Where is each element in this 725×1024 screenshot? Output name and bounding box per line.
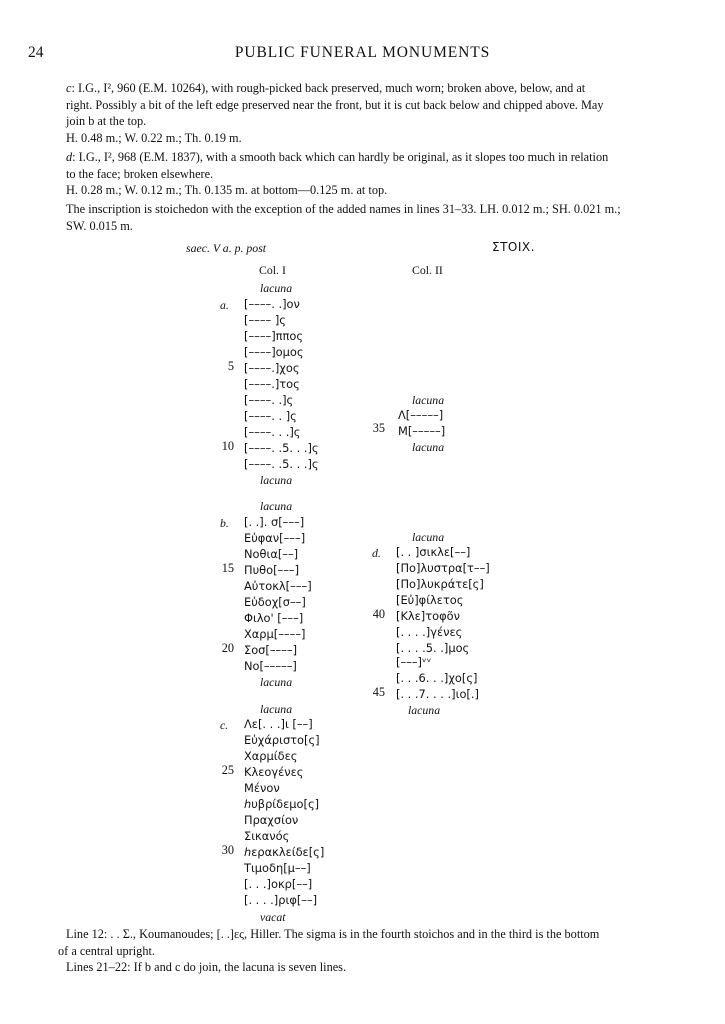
lacuna-b-top: lacuna xyxy=(260,499,293,513)
line-number-45: 45 xyxy=(372,685,385,699)
page-number: 24 xyxy=(28,44,44,61)
line-c-9: ℎερακλείδε[ς] xyxy=(244,845,325,859)
line-b-4: Πυθο[–––] xyxy=(244,563,300,577)
line-b-2: Εὐφαν[–––] xyxy=(244,531,306,545)
fragment-b-mark: b. xyxy=(220,516,229,530)
line-c-7: Πραχσίον xyxy=(244,813,299,827)
line-number-5: 5 xyxy=(227,359,234,373)
line-a-2: [–––– ]ς xyxy=(244,313,286,327)
line-c-2: Εὐχάριστο[ς] xyxy=(244,733,320,747)
line-d-7: [. . . .5. .]μος xyxy=(396,641,470,655)
line-d-8: [–––]ᵛᵛ xyxy=(396,655,432,669)
line-b-3: Νοθια[––] xyxy=(244,547,299,561)
fragment-c-label: c xyxy=(66,81,72,95)
lacuna-d-top: lacuna xyxy=(412,530,445,544)
line-a-9: [––––. . .]ς xyxy=(244,425,301,439)
stoich-label: ΣΤΟΙΧ. xyxy=(492,240,535,254)
line-b-10: Νο[–––––] xyxy=(244,659,297,673)
apparatus-notes xyxy=(58,926,678,976)
fragment-c-line-2: right. Possibly a bit of the left edge preserved near the front, but it is cut back below and chipped above. May xyxy=(66,97,604,112)
line-a-6: [––––.]τος xyxy=(244,377,300,391)
line-d-10: [. . .7. . . .]ιο[.] xyxy=(396,687,479,701)
lacuna-c-top: lacuna xyxy=(260,702,293,716)
line-c-10: Τιμοδη[μ––] xyxy=(244,861,311,875)
line-a-7: [––––. .]ς xyxy=(244,393,294,407)
inscription-date: saec. V a. p. post xyxy=(186,241,267,255)
fragment-c-line-1: c: I.G., I², 960 (E.M. 10264), with rough-picked back preserved, much worn; broken above, below, and at xyxy=(66,81,586,95)
line-col2-34: Λ[–––––] xyxy=(398,408,444,422)
line-c-3: Χαρμίδες xyxy=(244,749,298,763)
fragment-d-line-2: to the face; broken elsewhere. xyxy=(66,166,214,181)
fragment-d-label: d xyxy=(66,150,73,164)
fragment-d-mark: d. xyxy=(372,546,381,560)
line-d-1: [. . ]σικλε[––] xyxy=(396,545,471,559)
line-number-20: 20 xyxy=(221,641,234,655)
fragment-d-dimensions: H. 0.28 m.; W. 0.12 m.; Th. 0.135 m. at bottom—0.125 m. at top. xyxy=(66,183,388,198)
line-a-4: [––––]ομος xyxy=(244,345,304,359)
fragment-d-line-1: d: I.G., I², 968 (E.M. 1837), with a smooth back which can hardly be original, as it slopes too much in relation xyxy=(66,150,609,164)
line-b-8: Χαρμ[––––] xyxy=(244,627,306,641)
line-c-1: Λε[. . .]ι [––] xyxy=(244,717,313,731)
line-a-5: [––––.]χος xyxy=(244,361,300,375)
line-c-4: Κλεογένες xyxy=(244,765,304,779)
lacuna-d-bottom: lacuna xyxy=(408,703,441,717)
line-d-9: [. . .6. . .]χο[ς] xyxy=(396,671,478,685)
lacuna-col2-top: lacuna xyxy=(412,393,445,407)
line-number-10: 10 xyxy=(221,439,234,453)
line-b-9: Σοσ[––––] xyxy=(244,643,298,657)
fragment-c-line-3: join b at the top. xyxy=(66,114,147,129)
line-col2-35: Μ[–––––] xyxy=(398,424,446,438)
note-line-12-continued: of a central upright. xyxy=(58,943,155,958)
line-c-5: Μένον xyxy=(244,781,280,795)
line-d-3: [Πο]λυκράτε[ς] xyxy=(396,577,484,591)
line-c-8: Σικανός xyxy=(244,829,290,843)
column-2-title: Col. II xyxy=(412,263,443,277)
line-d-2: [Πο]λυστρα[τ––] xyxy=(396,561,490,575)
lacuna-a-top: lacuna xyxy=(260,281,293,295)
note-lines-21-22: Lines 21–22: If b and c do join, the lacuna is seven lines. xyxy=(66,960,347,975)
line-c-12: [. . . .]ριφ[––] xyxy=(244,893,318,907)
line-number-35: 35 xyxy=(372,421,385,435)
line-number-40: 40 xyxy=(372,607,385,621)
line-b-6: Εὐδοχ[σ––] xyxy=(244,595,306,609)
line-b-1: [. .]. σ[–––] xyxy=(244,515,305,529)
line-d-6: [. . . .]γένες xyxy=(396,625,463,639)
line-b-5: Αὐτοκλ[–––] xyxy=(244,579,312,593)
lacuna-b-bottom: lacuna xyxy=(260,675,293,689)
fragment-c-description xyxy=(66,80,678,147)
lacuna-col2-top-bottom: lacuna xyxy=(412,440,445,454)
line-a-8: [––––. . ]ς xyxy=(244,409,297,423)
fragment-d-description xyxy=(66,149,678,199)
stoichedon-note: The inscription is stoichedon with the exception of the added names in lines 31–33. LH. 0.012 m.; SH. 0.021 m.; SW. 0.015 m. xyxy=(66,202,621,233)
running-title: PUBLIC FUNERAL MONUMENTS xyxy=(234,44,491,61)
line-number-25: 25 xyxy=(221,763,234,777)
line-a-1: [––––. .]ον xyxy=(244,297,300,311)
fragment-c-mark: c. xyxy=(220,718,229,732)
line-c-11: [. . .]οκρ[––] xyxy=(244,877,313,891)
line-a-11: [––––. .5. . .]ς xyxy=(244,457,319,471)
lacuna-a-bottom: lacuna xyxy=(260,473,293,487)
line-number-15: 15 xyxy=(221,561,234,575)
line-c-6: ℎυβρίδεμο[ς] xyxy=(244,797,320,811)
vacat-marker: vacat xyxy=(260,910,286,924)
line-a-3: [––––]ππος xyxy=(244,329,304,343)
fragment-a-mark: a. xyxy=(220,298,229,312)
line-d-4: [Εὐ]φίλετος xyxy=(396,593,464,607)
note-line-12: Line 12: . . Σ., Koumanoudes; [. .]ες, Hiller. The sigma is in the fourth stoichos and in the third is the bottom xyxy=(66,927,600,941)
line-d-5: [Κλε]τοφõν xyxy=(396,609,460,623)
line-b-7: Φιλο' [–––] xyxy=(244,611,304,625)
line-number-30: 30 xyxy=(221,843,234,857)
line-a-10: [––––. .5. . .]ς xyxy=(244,441,319,455)
fragment-c-dimensions: H. 0.48 m.; W. 0.22 m.; Th. 0.19 m. xyxy=(66,131,242,146)
column-1-title: Col. I xyxy=(259,263,286,277)
